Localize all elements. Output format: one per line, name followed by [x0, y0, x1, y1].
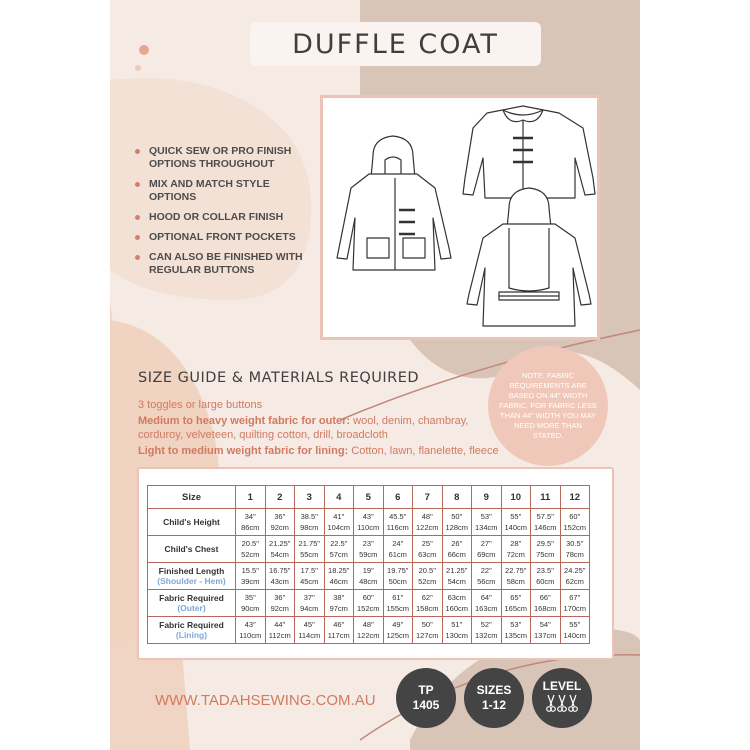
cell-value-inches: 38.5"	[300, 512, 318, 521]
cell-value-cm: 61cm	[388, 550, 407, 559]
row-label-subtext: (Shoulder - Hem)	[157, 576, 226, 586]
cell-value-inches: 27"	[480, 539, 492, 548]
materials-outer-text: wool, denim, chambray, corduroy, velveteen, quilting cotton, drill, broadcloth	[138, 415, 469, 441]
cell-value-cm: 55cm	[300, 550, 319, 559]
row-label-text: Child's Chest	[164, 544, 219, 554]
cell-value-cm: 56cm	[477, 577, 496, 586]
size-table-card	[137, 467, 614, 660]
cell-value-cm: 63cm	[418, 550, 437, 559]
cell-value-inches: 67"	[569, 593, 581, 602]
cell-value-cm: 140cm	[563, 631, 586, 640]
cell-value-inches: 35"	[244, 593, 256, 602]
cell-value-cm: 39cm	[241, 577, 260, 586]
cell-value-cm: 58cm	[506, 577, 525, 586]
size-header-cell: 11	[531, 486, 561, 509]
cell-value-inches: 24.25"	[564, 566, 586, 575]
table-cell	[413, 590, 443, 617]
table-cell	[354, 617, 384, 644]
cell-value-inches: 24"	[392, 539, 404, 548]
cell-value-inches: 19.75"	[387, 566, 409, 575]
size-header-cell: 9	[472, 486, 502, 509]
table-cell	[501, 509, 531, 536]
cell-value-cm: 62cm	[565, 577, 584, 586]
table-cell	[383, 563, 413, 590]
cell-value-inches: 50"	[451, 512, 463, 521]
materials-lining	[138, 444, 518, 458]
table-cell	[354, 536, 384, 563]
cell-value-cm: 117cm	[327, 631, 350, 640]
cell-value-cm: 125cm	[386, 631, 409, 640]
table-cell	[295, 563, 325, 590]
cell-value-inches: 37"	[303, 593, 315, 602]
table-cell	[383, 536, 413, 563]
row-label	[148, 617, 236, 644]
table-cell	[236, 509, 266, 536]
cell-value-inches: 36"	[274, 593, 286, 602]
website-url: WWW.TADAHSEWING.COM.AU	[155, 692, 376, 709]
size-column-header: Size	[148, 486, 236, 509]
row-label-subtext: (Outer)	[177, 603, 206, 613]
cell-value-cm: 114cm	[298, 631, 321, 640]
cell-value-inches: 15.5"	[241, 566, 259, 575]
row-label	[148, 563, 236, 590]
table-cell	[265, 536, 295, 563]
level-badge	[532, 668, 592, 728]
cell-value-cm: 52cm	[241, 550, 260, 559]
cell-value-cm: 160cm	[445, 604, 468, 613]
cell-value-inches: 18.25"	[328, 566, 350, 575]
cell-value-cm: 170cm	[563, 604, 586, 613]
cell-value-cm: 137cm	[533, 631, 557, 640]
cell-value-cm: 122cm	[415, 523, 439, 532]
cell-value-cm: 110cm	[357, 523, 380, 532]
cell-value-inches: 21.25"	[446, 566, 468, 575]
cell-value-inches: 66"	[539, 593, 551, 602]
badge-level-label: LEVEL	[542, 678, 582, 693]
table-cell	[324, 590, 354, 617]
size-table	[147, 485, 590, 644]
cell-value-cm: 152cm	[563, 523, 586, 532]
cell-value-cm: 98cm	[300, 523, 319, 532]
cell-value-inches: 50"	[421, 620, 433, 629]
fabric-note-text: NOTE: FABRIC REQUIREMENTS ARE BASED ON 44" WIDTH FABRIC. FOR FABRIC LESS THAN 44" WIDTH YOU MAY NEED MORE THAN STATED.	[499, 371, 597, 440]
cell-value-inches: 19"	[362, 566, 374, 575]
cell-value-cm: 57cm	[329, 550, 348, 559]
cell-value-cm: 43cm	[270, 577, 289, 586]
cell-value-cm: 135cm	[504, 631, 527, 640]
table-cell	[560, 509, 590, 536]
cell-value-cm: 168cm	[533, 604, 557, 613]
table-cell	[501, 536, 531, 563]
row-label-text: Child's Height	[163, 517, 220, 527]
cell-value-inches: 16.75"	[269, 566, 291, 575]
illustration-frame	[320, 95, 600, 340]
cell-value-cm: 90cm	[241, 604, 260, 613]
cell-value-inches: 62"	[421, 593, 433, 602]
cell-value-inches: 46"	[333, 620, 345, 629]
materials-toggles: 3 toggles or large buttons	[138, 399, 263, 411]
cell-value-inches: 63cm	[447, 593, 466, 602]
cell-value-cm: 132cm	[474, 631, 498, 640]
cell-value-inches: 38"	[333, 593, 345, 602]
cell-value-inches: 44"	[274, 620, 286, 629]
table-cell	[295, 509, 325, 536]
cell-value-inches: 51"	[451, 620, 463, 629]
cell-value-inches: 43"	[362, 512, 374, 521]
cell-value-inches: 48"	[421, 512, 433, 521]
cell-value-cm: 54cm	[447, 577, 466, 586]
cell-value-cm: 140cm	[504, 523, 527, 532]
table-cell	[531, 617, 561, 644]
table-cell	[236, 590, 266, 617]
table-cell	[413, 509, 443, 536]
cell-value-cm: 112cm	[268, 631, 291, 640]
cell-value-cm: 158cm	[415, 604, 439, 613]
row-label-text: Fabric Required	[159, 620, 224, 630]
cell-value-cm: 69cm	[477, 550, 496, 559]
table-cell	[531, 509, 561, 536]
accent-dot	[135, 65, 141, 71]
table-cell	[295, 590, 325, 617]
cell-value-cm: 66cm	[447, 550, 466, 559]
cell-value-cm: 97cm	[329, 604, 348, 613]
badge-tp-number: 1405	[412, 698, 440, 712]
table-cell	[324, 617, 354, 644]
table-cell	[265, 509, 295, 536]
row-label	[148, 509, 236, 536]
cell-value-inches: 26"	[451, 539, 463, 548]
cell-value-inches: 60"	[569, 512, 581, 521]
cell-value-inches: 25"	[421, 539, 433, 548]
cell-value-inches: 54"	[539, 620, 551, 629]
scissors-icon	[544, 694, 580, 714]
cell-value-inches: 65"	[510, 593, 522, 602]
size-header-cell: 3	[295, 486, 325, 509]
materials-lining-label: Light to medium weight fabric for lining:	[138, 445, 349, 457]
table-cell	[324, 563, 354, 590]
table-row	[148, 617, 590, 644]
table-cell	[531, 590, 561, 617]
cell-value-cm: 127cm	[415, 631, 439, 640]
cell-value-inches: 57.5"	[536, 512, 554, 521]
table-cell	[383, 509, 413, 536]
fabric-note-circle	[488, 346, 608, 466]
table-cell	[383, 590, 413, 617]
cell-value-inches: 21.25"	[269, 539, 291, 548]
size-header-cell: 4	[324, 486, 354, 509]
hooded-coat-back-drawing	[467, 188, 591, 326]
table-cell	[560, 590, 590, 617]
size-table-header-row	[148, 486, 590, 509]
cell-value-inches: 20.5"	[241, 539, 259, 548]
cell-value-cm: 155cm	[386, 604, 409, 613]
cell-value-cm: 72cm	[506, 550, 525, 559]
cell-value-inches: 20.5"	[418, 566, 436, 575]
cell-value-cm: 86cm	[241, 523, 260, 532]
cell-value-inches: 64"	[480, 593, 492, 602]
table-cell	[413, 563, 443, 590]
table-cell	[236, 617, 266, 644]
cell-value-inches: 28"	[510, 539, 522, 548]
cell-value-inches: 22.75"	[505, 566, 527, 575]
size-header-cell: 8	[442, 486, 472, 509]
table-cell	[501, 563, 531, 590]
table-cell	[442, 617, 472, 644]
cell-value-cm: 130cm	[445, 631, 468, 640]
cell-value-inches: 53"	[480, 512, 492, 521]
cell-value-inches: 23"	[362, 539, 374, 548]
table-cell	[265, 617, 295, 644]
table-cell	[324, 509, 354, 536]
cell-value-cm: 54cm	[270, 550, 289, 559]
accent-dot	[139, 45, 149, 55]
cell-value-cm: 45cm	[300, 577, 319, 586]
table-row	[148, 563, 590, 590]
cell-value-inches: 61"	[392, 593, 404, 602]
sizes-badge	[464, 668, 524, 728]
cell-value-cm: 52cm	[418, 577, 437, 586]
row-label	[148, 536, 236, 563]
materials-lining-text: Cotton, lawn, flanelette, fleece	[348, 445, 499, 457]
cell-value-cm: 94cm	[300, 604, 319, 613]
cell-value-cm: 78cm	[565, 550, 584, 559]
cell-value-cm: 110cm	[239, 631, 262, 640]
table-cell	[383, 617, 413, 644]
table-cell	[531, 536, 561, 563]
table-cell	[265, 590, 295, 617]
table-cell	[501, 617, 531, 644]
cell-value-inches: 49"	[392, 620, 404, 629]
feature-item: HOOD OR COLLAR FINISH	[135, 211, 315, 224]
table-cell	[560, 563, 590, 590]
size-header-cell: 5	[354, 486, 384, 509]
collared-coat-front-drawing	[463, 106, 595, 198]
cell-value-cm: 152cm	[356, 604, 380, 613]
table-row	[148, 536, 590, 563]
table-cell	[472, 617, 502, 644]
cell-value-inches: 30.5"	[566, 539, 584, 548]
badge-tp-label: TP	[418, 683, 434, 697]
size-guide-heading: SIZE GUIDE & MATERIALS REQUIRED	[138, 370, 420, 386]
size-header-cell: 12	[560, 486, 590, 509]
cell-value-cm: 92cm	[270, 523, 289, 532]
table-cell	[236, 536, 266, 563]
cell-value-inches: 29.5"	[536, 539, 554, 548]
feature-item: QUICK SEW OR PRO FINISH OPTIONS THROUGHOUT	[135, 145, 315, 171]
table-cell	[560, 617, 590, 644]
cell-value-cm: 104cm	[327, 523, 350, 532]
cell-value-cm: 116cm	[386, 523, 409, 532]
cell-value-inches: 34"	[244, 512, 256, 521]
cell-value-cm: 92cm	[270, 604, 289, 613]
row-label	[148, 590, 236, 617]
table-cell	[324, 536, 354, 563]
row-label-text: Fabric Required	[159, 593, 224, 603]
table-row	[148, 509, 590, 536]
size-header-cell: 1	[236, 486, 266, 509]
coat-illustrations	[323, 98, 597, 337]
feature-list	[135, 145, 315, 284]
size-header-cell: 6	[383, 486, 413, 509]
table-cell	[442, 590, 472, 617]
cell-value-cm: 75cm	[536, 550, 555, 559]
feature-item: OPTIONAL FRONT POCKETS	[135, 231, 315, 244]
cell-value-inches: 43"	[244, 620, 256, 629]
cell-value-cm: 50cm	[388, 577, 407, 586]
cell-value-inches: 48"	[362, 620, 374, 629]
table-cell	[472, 509, 502, 536]
cell-value-inches: 36"	[274, 512, 286, 521]
cell-value-cm: 146cm	[533, 523, 557, 532]
table-cell	[236, 563, 266, 590]
cell-value-inches: 45.5"	[389, 512, 407, 521]
table-cell	[354, 563, 384, 590]
table-cell	[472, 590, 502, 617]
cell-value-cm: 46cm	[329, 577, 348, 586]
table-cell	[531, 563, 561, 590]
cell-value-inches: 45"	[303, 620, 315, 629]
cell-value-cm: 48cm	[359, 577, 378, 586]
cell-value-cm: 128cm	[445, 523, 468, 532]
table-cell	[354, 590, 384, 617]
table-cell	[501, 590, 531, 617]
size-header-cell: 10	[501, 486, 531, 509]
table-cell	[560, 536, 590, 563]
cell-value-inches: 41"	[333, 512, 345, 521]
table-cell	[442, 563, 472, 590]
size-header-cell: 7	[413, 486, 443, 509]
size-table-body	[148, 509, 590, 644]
table-cell	[295, 617, 325, 644]
hooded-coat-front-drawing	[337, 136, 451, 270]
page-title: DUFFLE COAT	[250, 22, 541, 66]
cell-value-cm: 60cm	[536, 577, 555, 586]
table-row	[148, 590, 590, 617]
table-cell	[442, 536, 472, 563]
cell-value-cm: 59cm	[359, 550, 378, 559]
cell-value-inches: 52"	[480, 620, 492, 629]
materials-outer-label: Medium to heavy weight fabric for outer:	[138, 415, 351, 427]
row-label-text: Finished Length	[158, 566, 225, 576]
table-cell	[413, 617, 443, 644]
cell-value-inches: 21.75"	[298, 539, 320, 548]
cell-value-inches: 22"	[480, 566, 492, 575]
materials-outer	[138, 414, 488, 442]
table-cell	[265, 563, 295, 590]
row-label-subtext: (Lining)	[175, 630, 208, 640]
size-header-cell: 2	[265, 486, 295, 509]
badge-sizes-label: SIZES	[476, 683, 512, 697]
table-cell	[472, 563, 502, 590]
table-cell	[472, 536, 502, 563]
cell-value-inches: 60"	[362, 593, 374, 602]
cell-value-cm: 165cm	[504, 604, 527, 613]
cell-value-inches: 53"	[510, 620, 522, 629]
table-cell	[295, 536, 325, 563]
cell-value-cm: 134cm	[474, 523, 498, 532]
feature-item: MIX AND MATCH STYLE OPTIONS	[135, 178, 315, 204]
cell-value-inches: 55"	[569, 620, 581, 629]
cell-value-inches: 23.5"	[536, 566, 554, 575]
table-cell	[442, 509, 472, 536]
badge-sizes-range: 1-12	[481, 698, 507, 712]
cell-value-cm: 163cm	[474, 604, 498, 613]
cell-value-inches: 22.5"	[330, 539, 348, 548]
table-cell	[413, 536, 443, 563]
pattern-number-badge	[396, 668, 456, 728]
cell-value-inches: 55"	[510, 512, 522, 521]
cell-value-cm: 122cm	[356, 631, 380, 640]
pattern-sheet	[110, 0, 640, 750]
cell-value-inches: 17.5"	[300, 566, 318, 575]
feature-item: CAN ALSO BE FINISHED WITH REGULAR BUTTONS	[135, 251, 315, 277]
table-cell	[354, 509, 384, 536]
